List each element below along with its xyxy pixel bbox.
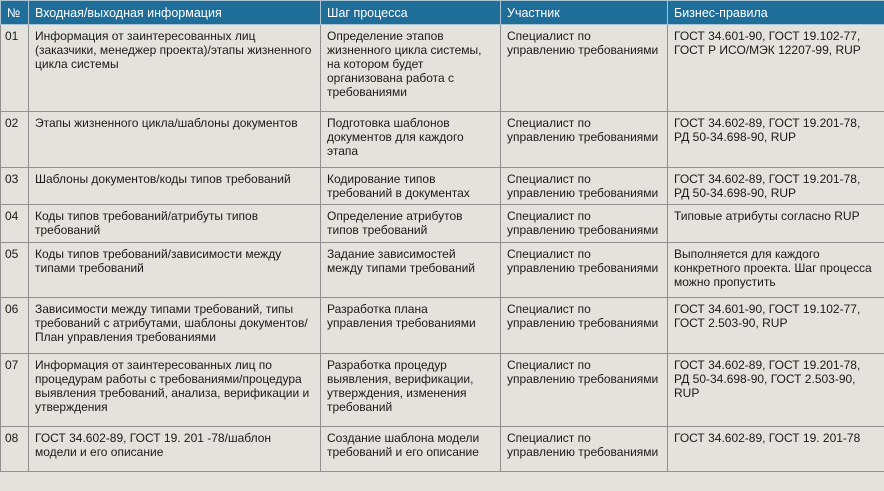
rules-cell: ГОСТ 34.601-90, ГОСТ 19.102-77, ГОСТ Р ИСО/МЭК 12207-99, RUP: [668, 25, 884, 112]
io-cell: Информация от заинтересованных лиц (заказчики, менеджер проекта)/этапы жизненного цикла системы: [29, 25, 321, 112]
participant-cell: Специалист по управлению требованиями: [501, 168, 668, 205]
io-cell: Шаблоны документов/коды типов требований: [29, 168, 321, 205]
table-row: [1, 205, 884, 243]
step-cell: Определение этапов жизненного цикла системы, на котором будет организована работа с требованиями: [321, 25, 501, 112]
io-cell: Коды типов требований/зависимости между типами требований: [29, 243, 321, 298]
io-cell: Информация от заинтересованных лиц по процедурам работы с требованиями/процедура выявления требований, анализа, верификации и утверждения: [29, 354, 321, 427]
table-row: [1, 243, 884, 298]
rules-cell: Выполняется для каждого конкретного проекта. Шаг процесса можно пропустить: [668, 243, 884, 298]
rules-cell: ГОСТ 34.602-89, ГОСТ 19. 201-78: [668, 427, 884, 472]
io-cell: Этапы жизненного цикла/шаблоны документов: [29, 112, 321, 168]
rules-cell: ГОСТ 34.602-89, ГОСТ 19.201-78, РД 50-34.698-90, RUP: [668, 168, 884, 205]
participant-cell: Специалист по управлению требованиями: [501, 427, 668, 472]
participant-cell: Специалист по управлению требованиями: [501, 25, 668, 112]
rules-cell: ГОСТ 34.601-90, ГОСТ 19.102-77, ГОСТ 2.503-90, RUP: [668, 298, 884, 354]
row-number: 05: [1, 243, 29, 298]
table-row: [1, 25, 884, 112]
step-cell: Кодирование типов требований в документах: [321, 168, 501, 205]
participant-cell: Специалист по управлению требованиями: [501, 243, 668, 298]
table-row: [1, 168, 884, 205]
row-number: 08: [1, 427, 29, 472]
step-cell: Подготовка шаблонов документов для каждого этапа: [321, 112, 501, 168]
rules-cell: Типовые атрибуты согласно RUP: [668, 205, 884, 243]
io-cell: Зависимости между типами требований, типы требований с атрибутами, шаблоны документов/План управления требованиями: [29, 298, 321, 354]
table-row: [1, 427, 884, 472]
header-num: №: [1, 1, 29, 25]
participant-cell: Специалист по управлению требованиями: [501, 112, 668, 168]
table-row: [1, 298, 884, 354]
step-cell: Задание зависимостей между типами требований: [321, 243, 501, 298]
row-number: 01: [1, 25, 29, 112]
header-rules: Бизнес-правила: [668, 1, 884, 25]
header-step: Шаг процесса: [321, 1, 501, 25]
participant-cell: Специалист по управлению требованиями: [501, 298, 668, 354]
step-cell: Разработка процедур выявления, верификации, утверждения, изменения требований: [321, 354, 501, 427]
io-cell: ГОСТ 34.602-89, ГОСТ 19. 201 -78/шаблон модели и его описание: [29, 427, 321, 472]
header-row: [1, 1, 884, 25]
row-number: 07: [1, 354, 29, 427]
header-participant: Участник: [501, 1, 668, 25]
io-cell: Коды типов требований/атрибуты типов требований: [29, 205, 321, 243]
participant-cell: Специалист по управлению требованиями: [501, 354, 668, 427]
header-io: Входная/выходная информация: [29, 1, 321, 25]
row-number: 03: [1, 168, 29, 205]
table-row: [1, 354, 884, 427]
participant-cell: Специалист по управлению требованиями: [501, 205, 668, 243]
rules-cell: ГОСТ 34.602-89, ГОСТ 19.201-78, РД 50-34.698-90, RUP: [668, 112, 884, 168]
step-cell: Определение атрибутов типов требований: [321, 205, 501, 243]
row-number: 02: [1, 112, 29, 168]
step-cell: Разработка плана управления требованиями: [321, 298, 501, 354]
rules-cell: ГОСТ 34.602-89, ГОСТ 19.201-78, РД 50-34.698-90, ГОСТ 2.503-90, RUP: [668, 354, 884, 427]
table-row: [1, 112, 884, 168]
row-number: 06: [1, 298, 29, 354]
step-cell: Создание шаблона модели требований и его описание: [321, 427, 501, 472]
row-number: 04: [1, 205, 29, 243]
